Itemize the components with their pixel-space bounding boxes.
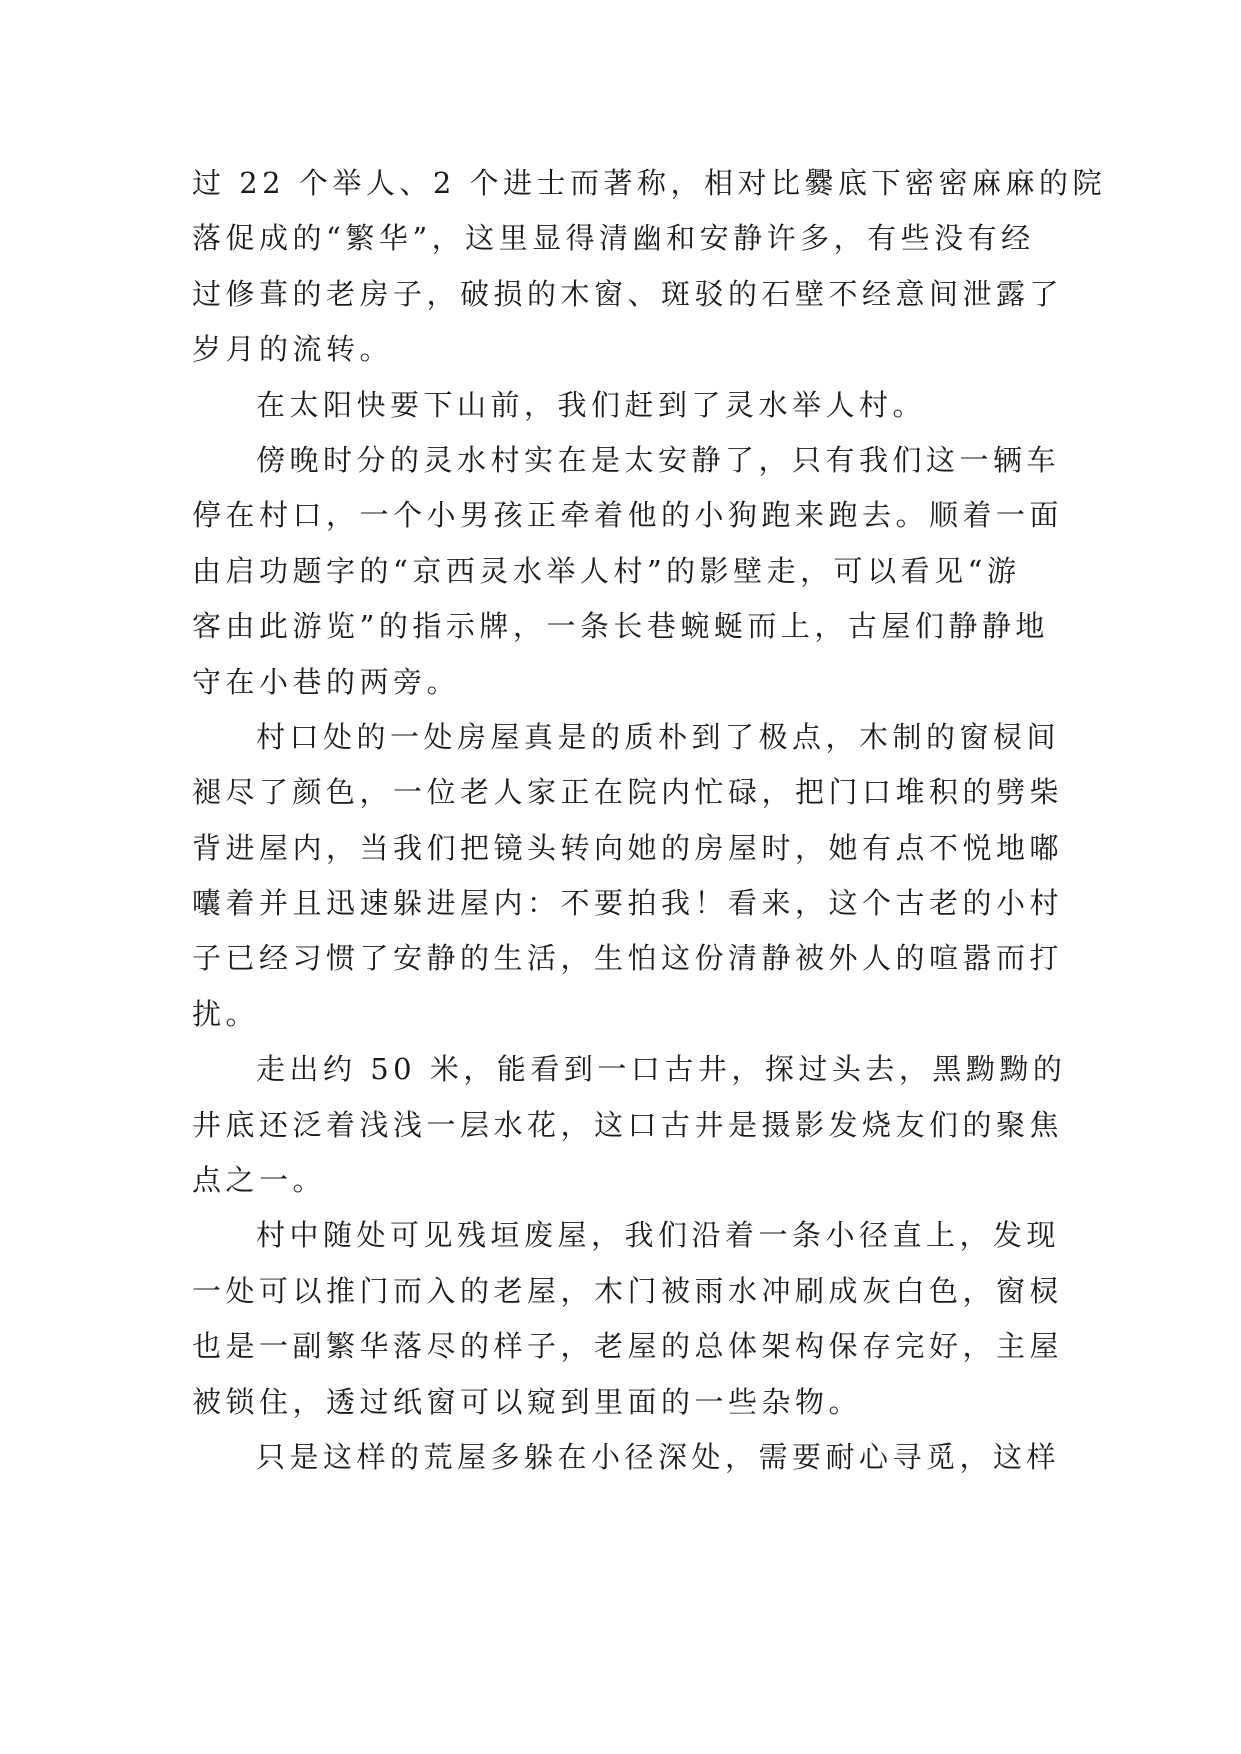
text-line: 由启功题字的“京西灵水举人村”的影壁走，可以看见“游 (192, 553, 1021, 588)
paragraph-first-line: 走出约 50 米，能看到一口古井，探过头去，黑黝黝的 (256, 1052, 1067, 1087)
text-line: 停在村口，一个小男孩正牵着他的小狗跑来跑去。顺着一面 (192, 498, 1064, 533)
text-line: 也是一副繁华落尽的样子，老屋的总体架构保存完好，主屋 (192, 1329, 1064, 1364)
text-line: 褪尽了颜色，一位老人家正在院内忙碌，把门口堆积的劈柴 (192, 775, 1064, 810)
text-line: 客由此游览”的指示牌，一条长巷蜿蜒而上，古屋们静静地 (192, 609, 1049, 644)
text-line: 岁月的流转。 (192, 332, 394, 367)
text-line: 一处可以推门而入的老屋，木门被雨水冲刷成灰白色，窗棂 (192, 1273, 1064, 1308)
article-body (192, 156, 1107, 1485)
text-line: 子已经习惯了安静的生活，生怕这份清静被外人的喧嚣而打 (192, 941, 1064, 976)
text-line: 被锁住，透过纸窗可以窥到里面的一些杂物。 (192, 1384, 863, 1419)
paragraph-first-line: 村中随处可见残垣废屋，我们沿着一条小径直上，发现 (256, 1218, 1061, 1253)
text-line: 背进屋内，当我们把镜头转向她的房屋时，她有点不悦地嘟 (192, 830, 1064, 865)
text-line: 井底还泛着浅浅一层水花，这口古井是摄影发烧友们的聚焦 (192, 1107, 1064, 1142)
text-line: 点之一。 (192, 1163, 327, 1198)
text-line: 守在小巷的两旁。 (192, 664, 461, 699)
paragraph-first-line: 只是这样的荒屋多躲在小径深处，需要耐心寻觅，这样 (256, 1439, 1061, 1474)
text-line: 扰。 (192, 996, 260, 1031)
paragraph-first-line: 傍晚时分的灵水村实在是太安静了，只有我们这一辆车 (256, 442, 1061, 477)
text-line: 过 22 个举人、2 个进士而著称，相对比爨底下密密麻麻的院 (192, 166, 1107, 200)
paragraph-first-line: 在太阳快要下山前，我们赶到了灵水举人村。 (256, 387, 927, 422)
text-line: 落促成的“繁华”，这里显得清幽和安静许多，有些没有经 (192, 221, 1035, 256)
text-line: 囔着并且迅速躲进屋内：不要拍我！看来，这个古老的小村 (192, 886, 1064, 921)
text-line: 过修葺的老房子，破损的木窗、斑驳的石壁不经意间泄露了 (192, 276, 1064, 311)
paragraph-first-line: 村口处的一处房屋真是的质朴到了极点，木制的窗棂间 (256, 719, 1061, 754)
